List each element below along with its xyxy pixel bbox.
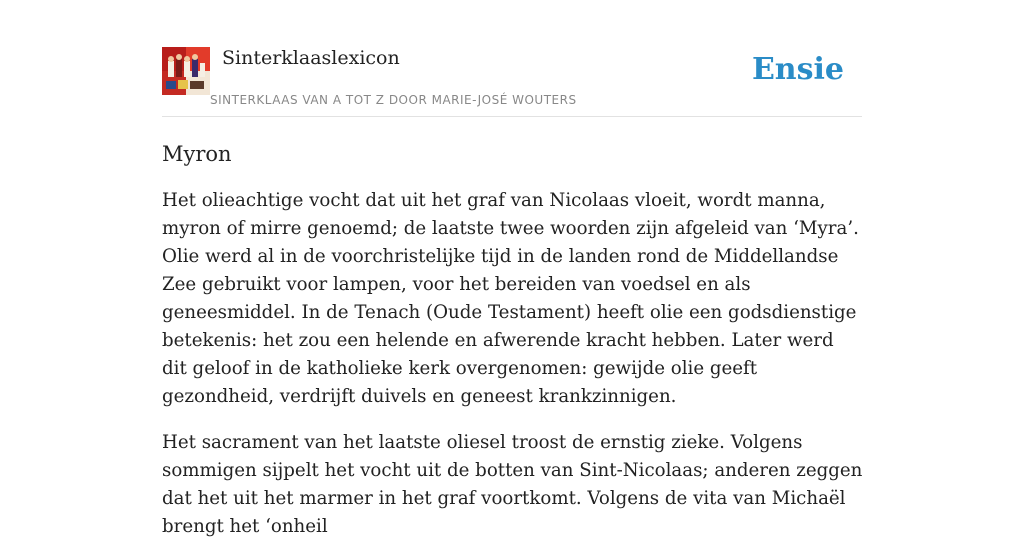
article-paragraph: Het sacrament van het laatste oliesel troost de ernstig zieke. Volgens sommigen sijpelt het vocht uit de botten van Sint-Nicolaas; anderen zeggen dat het uit het marmer in het graf voortkomt. Volgens de vita van Michaël brengt het ‘onheil	[162, 432, 863, 537]
article-paragraph: Het olieachtige vocht dat uit het graf van Nicolaas vloeit, wordt manna, myron of mirre genoemd; de laatste twee woorden zijn afgeleid van ‘Myra’. Olie werd al in de voorchristelijke tijd in de landen rond de Middellandse Zee gebruikt voor lampen, voor het bereiden van voedsel en als geneesmiddel. In de Tenach (Oude Testament) heeft olie een godsdienstige betekenis: het zou een helende en afwerende kracht hebben. Later werd dit geloof in de katholieke kerk overgenomen: gewijde olie geeft gezondheid, verdrijft duivels en geneest krankzinnigen.	[162, 190, 859, 407]
avatar[interactable]	[162, 47, 210, 95]
article-title: Myron	[162, 142, 232, 166]
sinterklaas-collage-icon	[162, 47, 210, 95]
site-header	[162, 46, 862, 117]
site-title[interactable]: Sinterklaaslexicon	[222, 47, 400, 69]
site-subtitle: SINTERKLAAS VAN A TOT Z DOOR MARIE-JOSÉ WOUTERS	[210, 93, 577, 107]
article	[162, 138, 864, 559]
brand-logo[interactable]: Ensie	[751, 52, 844, 87]
